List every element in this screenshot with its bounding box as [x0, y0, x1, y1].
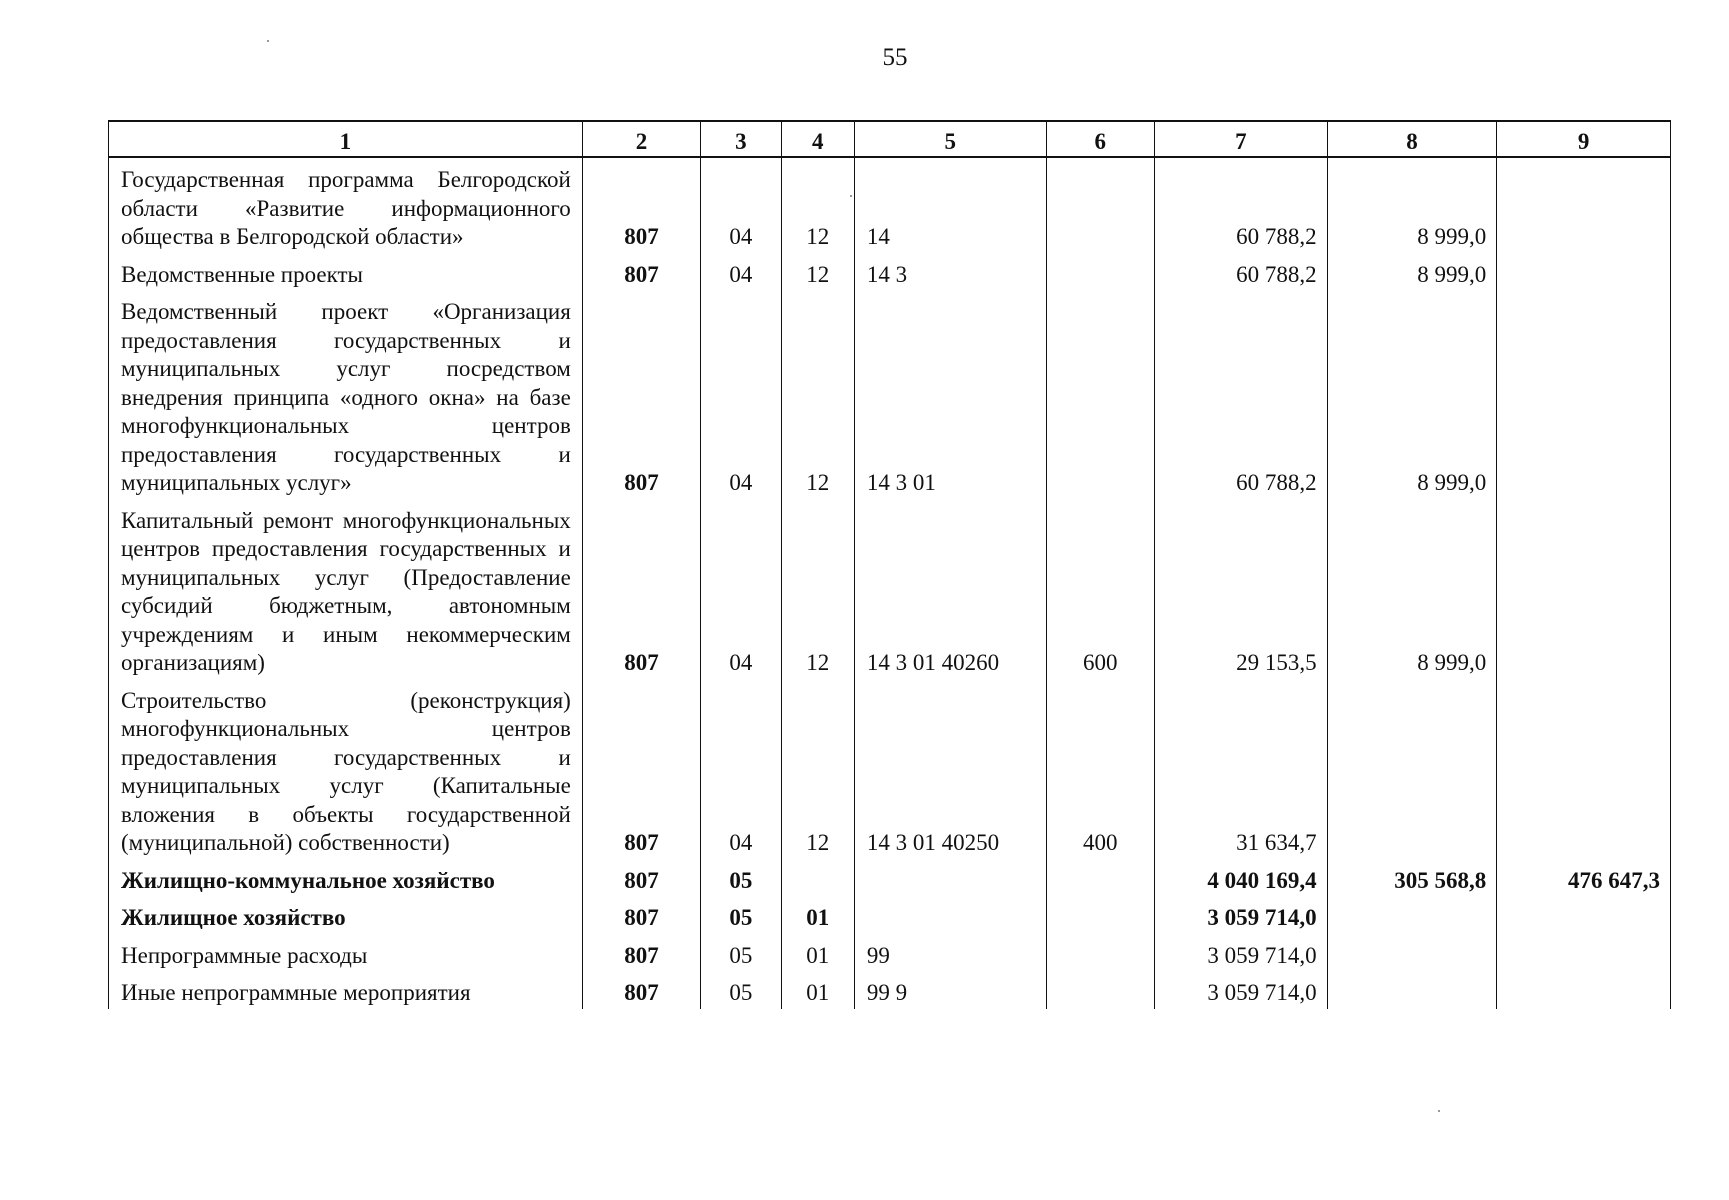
- expense-type-cell: [1046, 859, 1154, 897]
- column-header: 4: [781, 121, 854, 157]
- target-article-cell: 14 3: [854, 253, 1046, 291]
- expense-type-cell: [1046, 971, 1154, 1009]
- amount-col9-cell: [1497, 679, 1671, 859]
- amount-col8-cell: [1327, 971, 1497, 1009]
- table-row: [109, 499, 1671, 679]
- amount-col7-cell: 4 040 169,4: [1154, 859, 1327, 897]
- admin-code-cell: 807: [582, 859, 700, 897]
- amount-col7-cell: 60 788,2: [1154, 253, 1327, 291]
- amount-col9-cell: [1497, 896, 1671, 934]
- amount-col7-cell: 60 788,2: [1154, 157, 1327, 253]
- scan-speck: [1438, 1110, 1440, 1112]
- amount-col9-cell: [1497, 290, 1671, 499]
- amount-col9-cell: [1497, 157, 1671, 253]
- amount-col7-cell: 29 153,5: [1154, 499, 1327, 679]
- expense-type-cell: [1046, 253, 1154, 291]
- amount-col9-cell: [1497, 971, 1671, 1009]
- amount-col7-cell: 60 788,2: [1154, 290, 1327, 499]
- table-header-row: [109, 121, 1671, 157]
- amount-col9-cell: 476 647,3: [1497, 859, 1671, 897]
- admin-code-cell: 807: [582, 499, 700, 679]
- target-article-cell: 14: [854, 157, 1046, 253]
- amount-col7-cell: 31 634,7: [1154, 679, 1327, 859]
- target-article-cell: [854, 859, 1046, 897]
- expense-type-cell: 600: [1046, 499, 1154, 679]
- section-cell: 05: [701, 934, 781, 972]
- target-article-cell: 14 3 01 40250: [854, 679, 1046, 859]
- column-header: 1: [109, 121, 583, 157]
- subsection-cell: [781, 859, 854, 897]
- table-row: [109, 934, 1671, 972]
- admin-code-cell: 807: [582, 679, 700, 859]
- subsection-cell: 12: [781, 290, 854, 499]
- column-header: 9: [1497, 121, 1671, 157]
- section-cell: 05: [701, 971, 781, 1009]
- subsection-cell: 12: [781, 499, 854, 679]
- table-row: [109, 971, 1671, 1009]
- expense-type-cell: [1046, 157, 1154, 253]
- subsection-cell: 01: [781, 934, 854, 972]
- target-article-cell: 99: [854, 934, 1046, 972]
- amount-col9-cell: [1497, 499, 1671, 679]
- amount-col7-cell: 3 059 714,0: [1154, 934, 1327, 972]
- section-cell: 04: [701, 253, 781, 291]
- section-cell: 04: [701, 157, 781, 253]
- section-cell: 05: [701, 859, 781, 897]
- admin-code-cell: 807: [582, 934, 700, 972]
- amount-col9-cell: [1497, 253, 1671, 291]
- admin-code-cell: 807: [582, 253, 700, 291]
- subsection-cell: 01: [781, 971, 854, 1009]
- target-article-cell: [854, 896, 1046, 934]
- column-header: 8: [1327, 121, 1497, 157]
- expense-type-cell: [1046, 290, 1154, 499]
- target-article-cell: 99 9: [854, 971, 1046, 1009]
- amount-col8-cell: 8 999,0: [1327, 157, 1497, 253]
- amount-col9-cell: [1497, 934, 1671, 972]
- admin-code-cell: 807: [582, 971, 700, 1009]
- section-cell: 04: [701, 499, 781, 679]
- column-header: 3: [701, 121, 781, 157]
- section-cell: 05: [701, 896, 781, 934]
- table-body: [109, 157, 1671, 1009]
- row-name-cell: Государственная программа Белгородской области «Развитие информационного общества в Белгородской области»: [109, 157, 583, 253]
- table-row: [109, 679, 1671, 859]
- table-row: [109, 253, 1671, 291]
- target-article-cell: 14 3 01 40260: [854, 499, 1046, 679]
- table-row: [109, 896, 1671, 934]
- subsection-cell: 12: [781, 253, 854, 291]
- row-name-cell: Жилищно-коммунальное хозяйство: [109, 859, 583, 897]
- amount-col7-cell: 3 059 714,0: [1154, 971, 1327, 1009]
- amount-col8-cell: [1327, 896, 1497, 934]
- column-header: 5: [854, 121, 1046, 157]
- column-header: 2: [582, 121, 700, 157]
- subsection-cell: 12: [781, 157, 854, 253]
- amount-col8-cell: 8 999,0: [1327, 499, 1497, 679]
- expense-type-cell: [1046, 934, 1154, 972]
- row-name-cell: Непрограммные расходы: [109, 934, 583, 972]
- admin-code-cell: 807: [582, 896, 700, 934]
- section-cell: 04: [701, 679, 781, 859]
- row-name-cell: Ведомственные проекты: [109, 253, 583, 291]
- subsection-cell: 01: [781, 896, 854, 934]
- row-name-cell: Капитальный ремонт многофункциональных центров предоставления государственных и муниципальных услуг (Предоставление субсидий бюджетным, автономным учреждениям и иным некоммерческим организациям): [109, 499, 583, 679]
- section-cell: 04: [701, 290, 781, 499]
- column-header: 7: [1154, 121, 1327, 157]
- amount-col8-cell: [1327, 679, 1497, 859]
- page-number: 55: [882, 44, 908, 71]
- table-row: [109, 859, 1671, 897]
- table-row: [109, 157, 1671, 253]
- row-name-cell: Жилищное хозяйство: [109, 896, 583, 934]
- subsection-cell: 12: [781, 679, 854, 859]
- amount-col7-cell: 3 059 714,0: [1154, 896, 1327, 934]
- scan-speck: [267, 40, 269, 42]
- row-name-cell: Строительство (реконструкция) многофункциональных центров предоставления государственных и муниципальных услуг (Капитальные вложения в объекты государственной (муниципальной) собственности): [109, 679, 583, 859]
- admin-code-cell: 807: [582, 290, 700, 499]
- expense-type-cell: [1046, 896, 1154, 934]
- amount-col8-cell: [1327, 934, 1497, 972]
- target-article-cell: 14 3 01: [854, 290, 1046, 499]
- amount-col8-cell: 8 999,0: [1327, 253, 1497, 291]
- row-name-cell: Ведомственный проект «Организация предоставления государственных и муниципальных услуг посредством внедрения принципа «одного окна» на базе многофункциональных центров предоставления государственных и муниципальных услуг»: [109, 290, 583, 499]
- admin-code-cell: 807: [582, 157, 700, 253]
- budget-table: [108, 120, 1671, 1009]
- row-name-cell: Иные непрограммные мероприятия: [109, 971, 583, 1009]
- amount-col8-cell: 8 999,0: [1327, 290, 1497, 499]
- column-header: 6: [1046, 121, 1154, 157]
- table-row: [109, 290, 1671, 499]
- expense-type-cell: 400: [1046, 679, 1154, 859]
- amount-col8-cell: 305 568,8: [1327, 859, 1497, 897]
